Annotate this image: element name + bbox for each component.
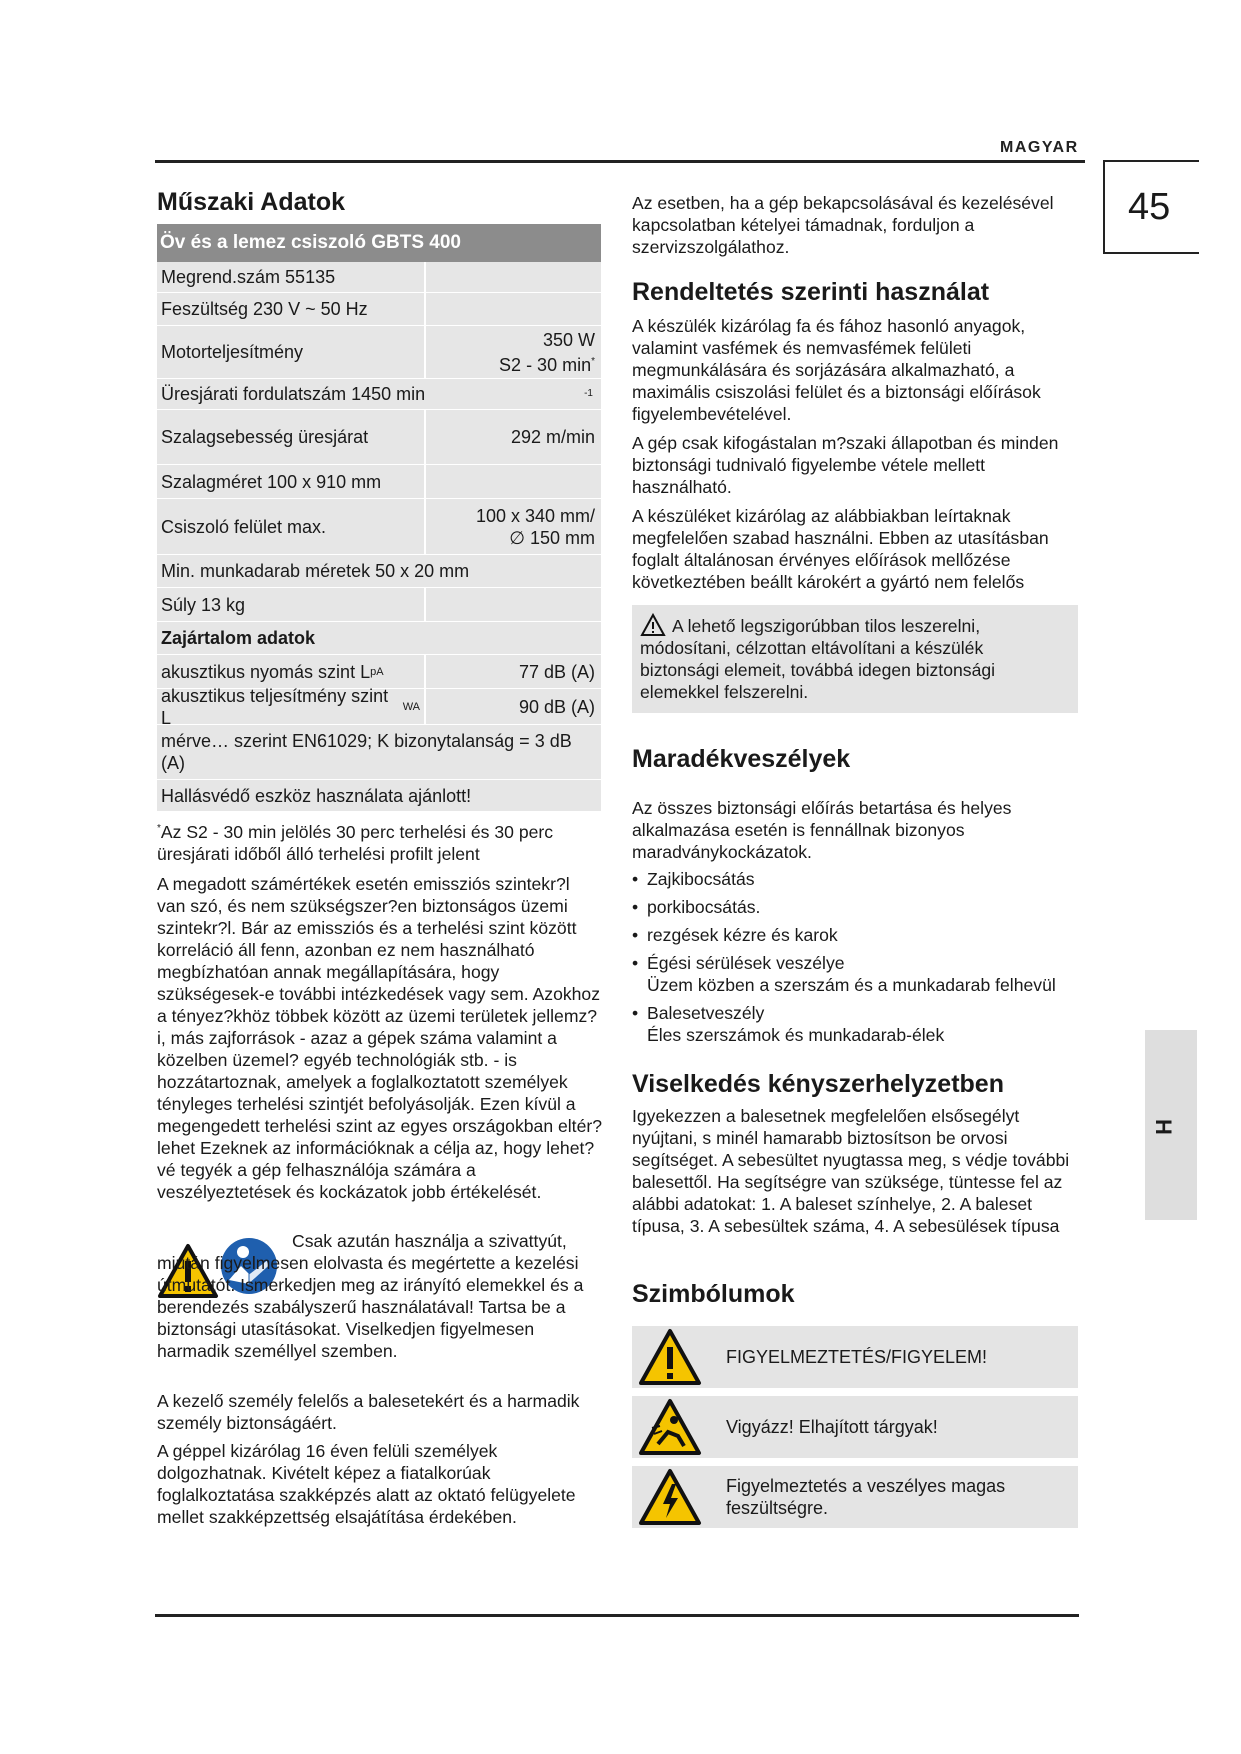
table-row: Motorteljesítmény 350 W S2 - 30 min* — [157, 326, 601, 379]
age-restriction: A géppel kizárólag 16 éven felüli személyek dolgozhatnak. Kivételt képez a fiatalkorúak foglalkoztatása szakképzés alatt az oktató felügyelete mellet szakképzettség elsajátítása érdekében. — [157, 1441, 576, 1527]
technical-data-title: Műszaki Adatok — [157, 188, 346, 216]
table-row: akusztikus nyomás szint L pA 77 dB (A) — [157, 655, 601, 689]
list-item: • Égési sérülések veszélye Üzem közben a szerszám és a munkadarab felhevül — [632, 952, 1080, 996]
table-row: Szalagsebesség üresjárat 292 m/min — [157, 410, 601, 465]
footnote: *Az S2 - 30 min jelölés 30 perc terhelési és 30 perc üresjárati időből álló terhelési profilt jelent — [157, 822, 554, 864]
page-number: 45 — [1128, 186, 1171, 228]
symbol-row — [632, 1396, 1078, 1458]
symbol-row — [632, 1466, 1078, 1528]
symbols-title: Szimbólumok — [632, 1280, 795, 1308]
table-row: Üresjárati fordulatszám 1450 min -1 — [157, 379, 601, 410]
emergency-title: Viselkedés kényszerhelyzetben — [632, 1070, 1004, 1098]
table-row: mérve… szerint EN61029; K bizonytalanság = 3 dB (A) — [157, 725, 601, 780]
table-row: akusztikus teljesítmény szint L WA 90 dB (A) — [157, 689, 601, 725]
residual-risks-intro: Az összes biztonsági előírás betartása és helyes alkalmazása esetén is fennállnak bizonyos maradványkockázatok. — [632, 798, 1012, 862]
table-header: Öv és a lemez csiszoló GBTS 400 — [157, 224, 601, 262]
operator-responsibility: A kezelő személy felelős a balesetekért és a harmadik személy biztonságáért. — [157, 1391, 580, 1433]
footer-rule — [155, 1614, 1079, 1617]
residual-risks-title: Maradékveszélyek — [632, 745, 851, 773]
list-item: • rezgések kézre és karok — [632, 924, 1080, 946]
table-row: Zajártalom adatok — [157, 622, 601, 655]
symbol-label: FIGYELMEZTETÉS/FIGYELEM! — [726, 1347, 988, 1367]
residual-risks-list — [632, 868, 1080, 1052]
symbol-label: Vigyázz! Elhajított tárgyak! — [726, 1417, 938, 1437]
emergency-text: Igyekezzen a balesetnek megfelelően elsősegélyt nyújtani, s minél hamarabb biztosítson be orvosi segítséget. A sebesültet nyugtassa meg, s védje további balesettől. Ha segítségre van szüksége, tüntesse fel az alábbi adatokat: 1. A baleset színhelye, 2. A baleset típusa, 3. A sebesültek száma, 4. A sebesülések típusa — [632, 1106, 1070, 1236]
warning-triangle-icon — [638, 1328, 702, 1386]
high-voltage-icon — [638, 1468, 702, 1526]
intended-use-p1: A készülék kizárólag fa és fához hasonló anyagok, valamint vasfémek és nemvasfémek felületi megmunkálására és sorjázására alkalmazható, a maximális csiszolási felület és a biztonsági előírások figyelembevételével. — [632, 316, 1041, 424]
emission-paragraph: A megadott számértékek esetén emissziós szintekr?l van szó, és nem szükségszer?en biztonságos üzemi szintekr?l. Bár az emissziós és a terhelési szint között korreláció áll fenn, azonban ez nem használható megbízhatóan annak megállapítására, hogy szükségesek-e további intézkedések vagy sem. Azokhoz a tényez?khöz többek között az üzemi területek jellemz?i, más zajforrások - azaz a gépek száma valamint a közelben üzemel? egyéb technológiák stb. - is hozzátartoznak, amelyek a foglalkoztatott személyek tényleges terhelési szintjét befolyásolják. Ezen kívül a megengedett terhelési szint az egyes országokban eltér? lehet Ezeknek az információknak a célja az, hogy lehet?vé tegyék a gép felhasználója számára a veszélyeztetések és kockázatok jobb értékelését. — [157, 874, 602, 1202]
list-item: • Zajkibocsátás — [632, 868, 1080, 890]
table-row: Hallásvédő eszköz használata ajánlott! — [157, 780, 601, 812]
symbol-label: Figyelmeztetés a veszélyes magas feszültségre. — [726, 1476, 1006, 1518]
flying-objects-icon — [638, 1398, 702, 1456]
list-item: • Balesetveszély Éles szerszámok és munkadarab-élek — [632, 1002, 1080, 1046]
safety-warning-text: A lehető legszigorúbban tilos leszerelni, módosítani, célzottan eltávolítani a készülék biztonsági elemeit, továbbá idegen biztonsági elemekkel felszerelni. — [640, 616, 996, 702]
table-row: Súly 13 kg — [157, 588, 601, 622]
table-row: Feszültség 230 V ~ 50 Hz — [157, 293, 601, 326]
table-row: Min. munkadarab méretek 50 x 20 mm — [157, 555, 601, 588]
language-label: MAGYAR — [1000, 139, 1079, 156]
table-row: Csiszoló felület max. 100 x 340 mm/ ∅ 150 mm — [157, 499, 601, 555]
technical-data-table — [157, 224, 601, 812]
intended-use-p2: A gép csak kifogástalan m?szaki állapotban és minden biztonsági tudnivaló figyelembe vétele mellett használható. — [632, 433, 1059, 497]
safety-warning-box — [632, 605, 1078, 713]
table-row: Szalagméret 100 x 910 mm — [157, 465, 601, 499]
manual-paragraph: Csak azután használja a szivattyút, miután figyelmesen elolvasta és megértette a kezelési útmutatót. Ismerkedjen meg az irányító elemekkel és a berendezés szabályszerű használatával! Tartsa be a biztonsági utasításokat. Viselkedjen figyelmesen harmadik személlyel szemben. — [157, 1231, 584, 1361]
side-tab-label: H — [1150, 1119, 1176, 1135]
service-intro: Az esetben, ha a gép bekapcsolásával és kezelésével kapcsolatban kételyei támadnak, forduljon a szervizszolgálathoz. — [632, 193, 1054, 257]
header-rule — [155, 160, 1085, 163]
list-item: • porkibocsátás. — [632, 896, 1080, 918]
language-side-tab — [1145, 1030, 1197, 1220]
intended-use-title: Rendeltetés szerinti használat — [632, 278, 990, 306]
symbol-row — [632, 1326, 1078, 1388]
intended-use-p3: A készüléket kizárólag az alábbiakban leírtaknak megfelelően szabad használni. Ebben az utasításban foglalt általánosan érvényes előírások mellőzése következtében beállt károkért a gyártó nem felelős — [632, 506, 1049, 592]
table-row: Megrend.szám 55135 — [157, 262, 601, 293]
